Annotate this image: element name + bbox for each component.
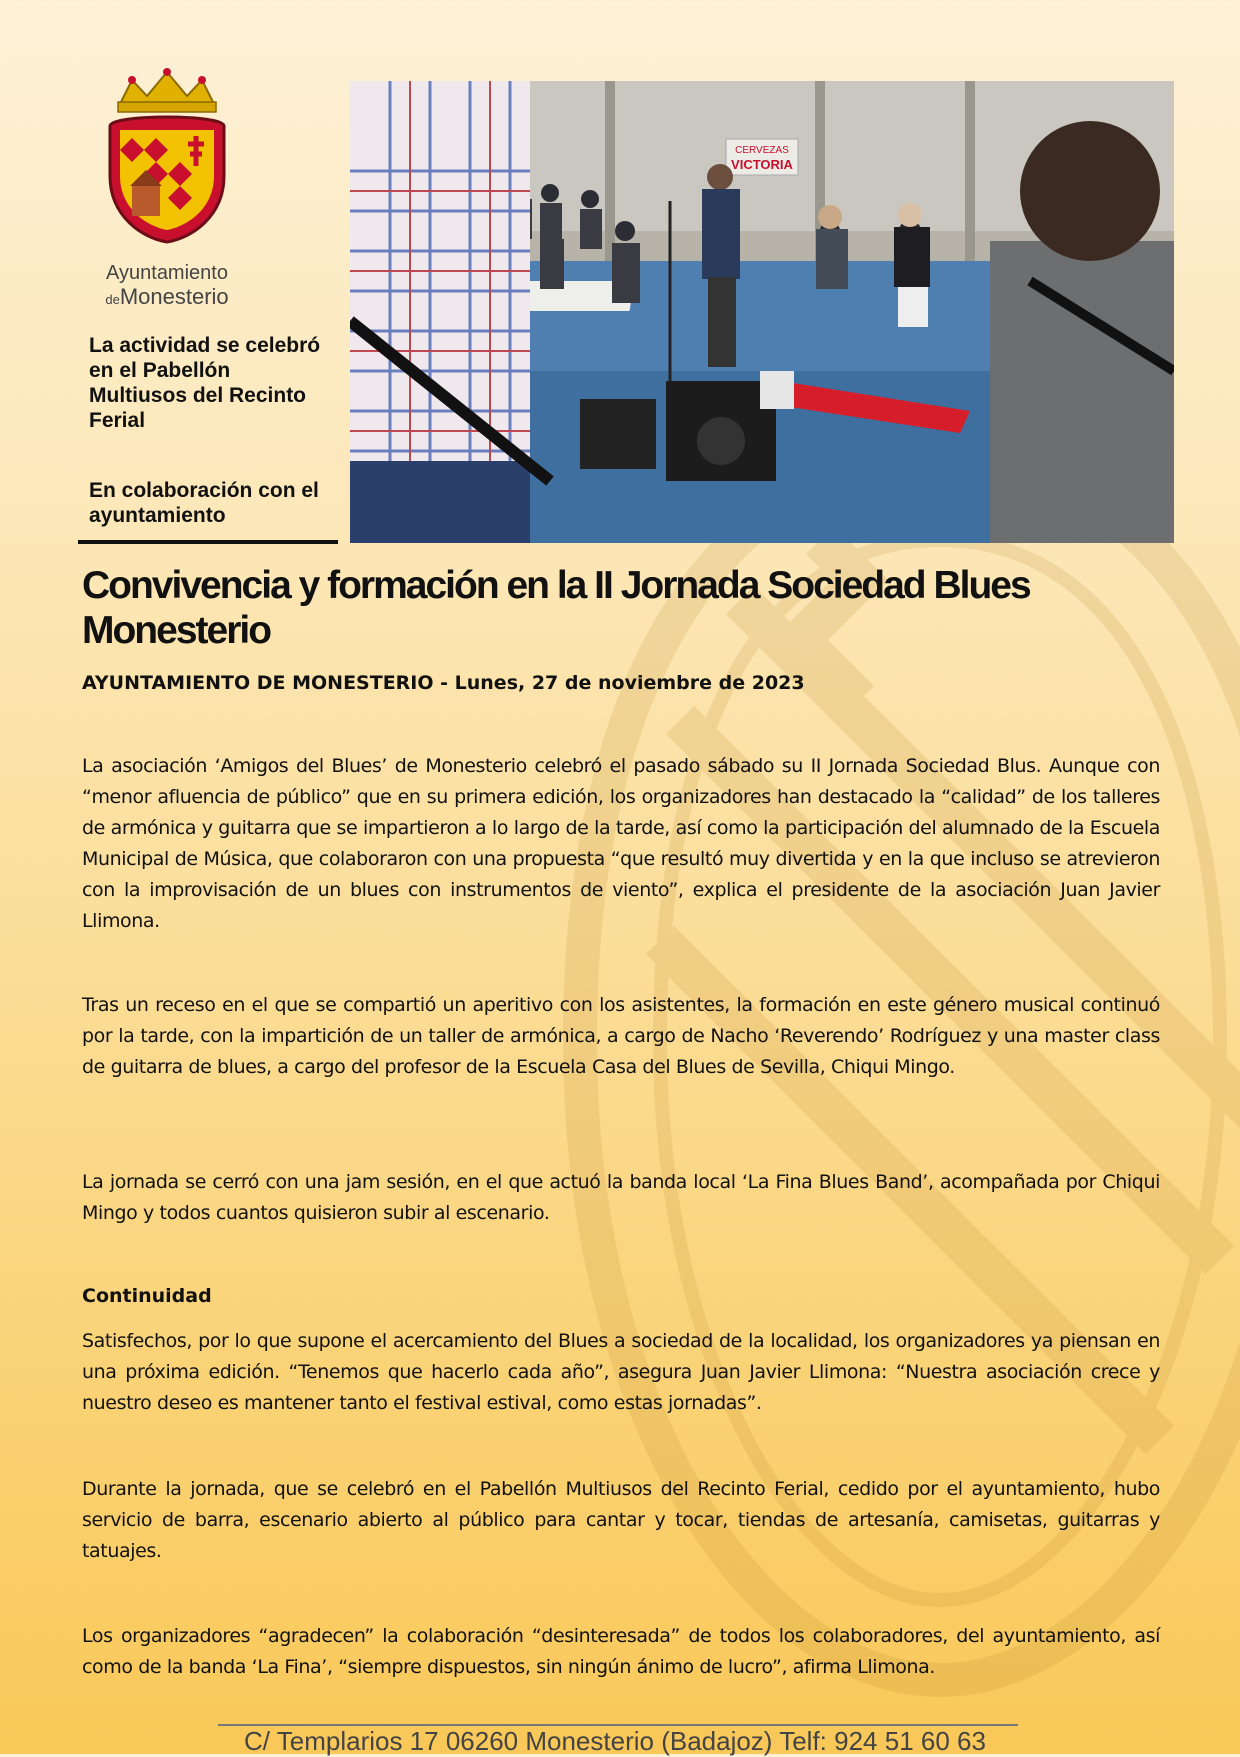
article-headline: Convivencia y formación en la II Jornada Sociedad Blues Monesterio (82, 564, 1030, 652)
article-paragraph-1: La asociación ‘Amigos del Blues’ de Monesterio celebró el pasado sábado su II Jornada Sociedad Blus. Aunque con “menor afluencia de público” que en su primera edición, los organizadores han destacado la “calidad” de los talleres de armónica y guitarra que se impartieron a lo largo de la tarde, así como la participación del alumnado de la Escuela Municipal de Música, que colaboraron con una propuesta “que resultó muy divertida y en la que incluso se atrevieron con la improvisación de un blues con instrumentos de viento”, explica el presidente de la asociación Juan Javier Llimona. (82, 755, 1160, 932)
photo-banner-line1: CERVEZAS (735, 145, 789, 156)
section-heading-continuidad: Continuidad (82, 1285, 212, 1307)
coat-of-arms-icon (92, 66, 242, 246)
sidebar-divider (78, 540, 338, 544)
article-byline: AYUNTAMIENTO DE MONESTERIO - Lunes, 27 de noviembre de 2023 (82, 672, 805, 694)
logo-text-monesterio (92, 284, 242, 310)
logo-text-prefix: de (105, 292, 120, 307)
article-paragraph-6: Los organizadores “agradecen” la colaboración “desinteresada” de todos los colaboradores, del ayuntamiento, así como de la banda ‘La Fina’, “siempre dispuestos, sin ningún ánimo de lucro”, afirma Llimona. (82, 1625, 1160, 1678)
article-paragraph-4: Satisfechos, por lo que supone el acercamiento del Blues a sociedad de la localidad, los organizadores ya piensan en una próxima edición. “Tenemos que hacerlo cada año”, asegura Juan Javier Llimona: “Nuestra asociación crece y nuestro deseo es mantener tanto el festival estival, como estas jornadas”. (82, 1330, 1160, 1414)
sidebar-note-venue: La actividad se celebró en el Pabellón Multiusos del Recinto Ferial (89, 334, 321, 432)
municipal-logo (92, 66, 242, 309)
photo-banner-line2: VICTORIA (731, 157, 793, 172)
article-paragraph-3: La jornada se cerró con una jam sesión, en el que actuó la banda local ‘La Fina Blues Band’, acompañada por Chiqui Mingo y todos cuantos quisieron subir al escenario. (82, 1171, 1160, 1224)
sidebar-note-collaboration: En colaboración con el ayuntamiento (89, 479, 319, 527)
logo-text-town: Monesterio (119, 284, 229, 309)
footer-address: C/ Templarios 17 06260 Monesterio (Badajoz) Telf: 924 51 60 63 (244, 1726, 986, 1756)
event-photo (350, 81, 1174, 543)
article-paragraph-5: Durante la jornada, que se celebró en el Pabellón Multiusos del Recinto Ferial, cedido por el ayuntamiento, hubo servicio de barra, escenario abierto al público para cantar y tocar, tiendas de artesanía, camisetas, guitarras y tatuajes. (82, 1478, 1160, 1562)
logo-text-ayuntamiento: Ayuntamiento (106, 262, 228, 284)
article-paragraph-2: Tras un receso en el que se compartió un aperitivo con los asistentes, la formación en este género musical continuó por la tarde, con la impartición de un taller de armónica, a cargo de Nacho ‘Reverendo’ Rodríguez y una master class de guitarra de blues, a cargo del profesor de la Escuela Casa del Blues de Sevilla, Chiqui Mingo. (82, 994, 1160, 1078)
